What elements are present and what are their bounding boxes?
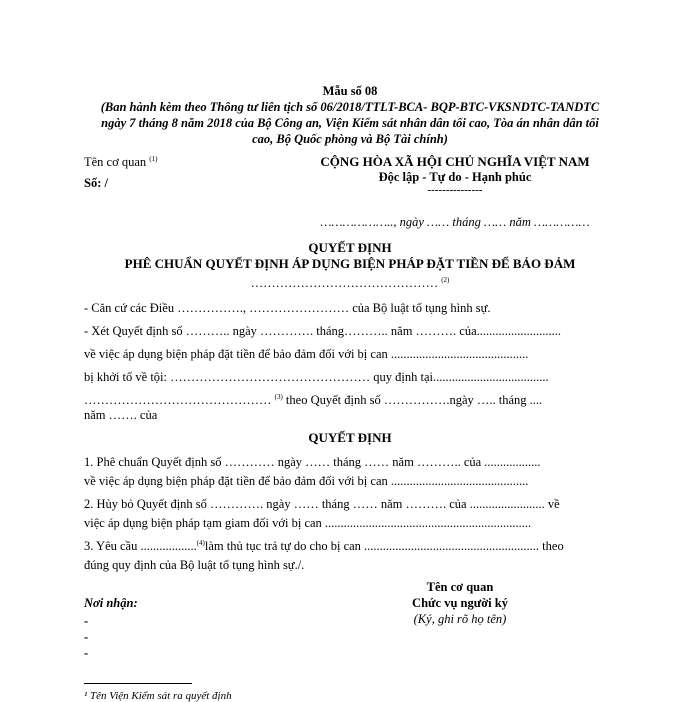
agency-footnote-ref: (1) — [149, 154, 158, 163]
document-number: Số: / — [84, 176, 108, 190]
decision-item-3-request: 3. Yêu cầu .................. — [84, 539, 197, 553]
decision-item-1-line-1: 1. Phê chuẩn Quyết định số ………… ngày …… tháng …… năm ……….. của .................. — [84, 455, 541, 469]
national-motto: Độc lập - Tự do - Hạnh phúc — [378, 170, 532, 184]
decision-reference-footnote-ref: (3) — [274, 392, 283, 401]
agency-label-text: Tên cơ quan — [84, 155, 147, 169]
recipient-item: - — [84, 646, 89, 660]
prosecuted-crime-line: bị khởi tố về tội: ………………………………………… quy định tại..................................... — [84, 370, 549, 384]
date-line: ……………….., ngày …… tháng …… năm …………… — [320, 215, 590, 229]
issuance-note-line-3: cao, Bộ Quốc phòng và Bộ Tài chính) — [252, 132, 448, 146]
motto-underline: --------------- — [427, 184, 483, 196]
decision-reference-text: theo Quyết định số …………….ngày ….. tháng .... — [285, 393, 543, 407]
decision-reference-dots: ……………………………………… — [84, 393, 272, 407]
decision-item-3-footnote-ref: (4) — [196, 538, 205, 547]
footnote-1: ¹ Tên Viện Kiểm sát ra quyết định — [84, 690, 232, 702]
signature-position: Chức vụ người ký — [412, 596, 508, 610]
recipients-label: Nơi nhận: — [84, 596, 138, 610]
agency-name-label — [84, 155, 157, 170]
decision-item-3-release: làm thủ tục trả tự do cho bị can ........................................................ theo — [204, 539, 564, 553]
issuing-authority-line — [0, 276, 700, 291]
document-subtitle: PHÊ CHUẨN QUYẾT ĐỊNH ÁP DỤNG BIỆN PHÁP ĐẶT TIỀN ĐỂ BẢO ĐẢM — [124, 256, 576, 271]
recipient-item: - — [84, 614, 89, 628]
decision-item-2-line-2: việc áp dụng biện pháp tạm giam đối với bị can .................................................................. — [84, 516, 532, 530]
decision-item-3-line-1 — [84, 539, 564, 554]
form-number: Mẫu số 08 — [322, 84, 378, 98]
issuance-note-line-2: ngày 7 tháng 8 năm 2018 của Bộ Công an, Viện Kiểm sát nhân dân tối cao, Tòa án nhân dân tối — [101, 116, 599, 130]
decision-reference-line — [84, 393, 542, 408]
decision-reference-year-line: năm ……. của — [84, 408, 158, 422]
decision-item-1-line-2: về việc áp dụng biện pháp đặt tiền để bảo đảm đối với bị can ............................................ — [84, 474, 529, 488]
decision-heading: QUYẾT ĐỊNH — [308, 430, 392, 445]
issuing-authority-dots: ……………………………………… — [250, 276, 439, 290]
issuance-note-line-1: (Ban hành kèm theo Thông tư liên tịch số 06/2018/TTLT-BCA- BQP-BTC-VKSNDTC-TANDTC — [100, 100, 600, 114]
issuing-authority-footnote-ref: (2) — [441, 275, 450, 284]
decision-item-3-line-2: đúng quy định của Bộ luật tố tụng hình sự./. — [84, 558, 305, 572]
footnote-separator — [84, 683, 192, 684]
signature-instruction: (Ký, ghi rõ họ tên) — [413, 612, 507, 626]
recipient-item: - — [84, 630, 89, 644]
country-name: CỘNG HÒA XÃ HỘI CHỦ NGHĨA VIỆT NAM — [320, 154, 590, 169]
considered-decision-line: - Xét Quyết định số ……….. ngày …………. tháng……….. năm ………. của........................... — [84, 324, 562, 338]
document-title: QUYẾT ĐỊNH — [308, 240, 392, 255]
decision-item-2-line-1: 2. Hủy bỏ Quyết định số …………. ngày …… tháng …… năm ………. của ........................ về — [84, 497, 560, 511]
measure-accused-line: về việc áp dụng biện pháp đặt tiền để bảo đảm đối với bị can ............................................ — [84, 347, 529, 361]
signature-agency: Tên cơ quan — [426, 580, 494, 594]
legal-basis-line: - Căn cứ các Điều ……………., …………………… của Bộ luật tố tụng hình sự. — [84, 301, 491, 315]
